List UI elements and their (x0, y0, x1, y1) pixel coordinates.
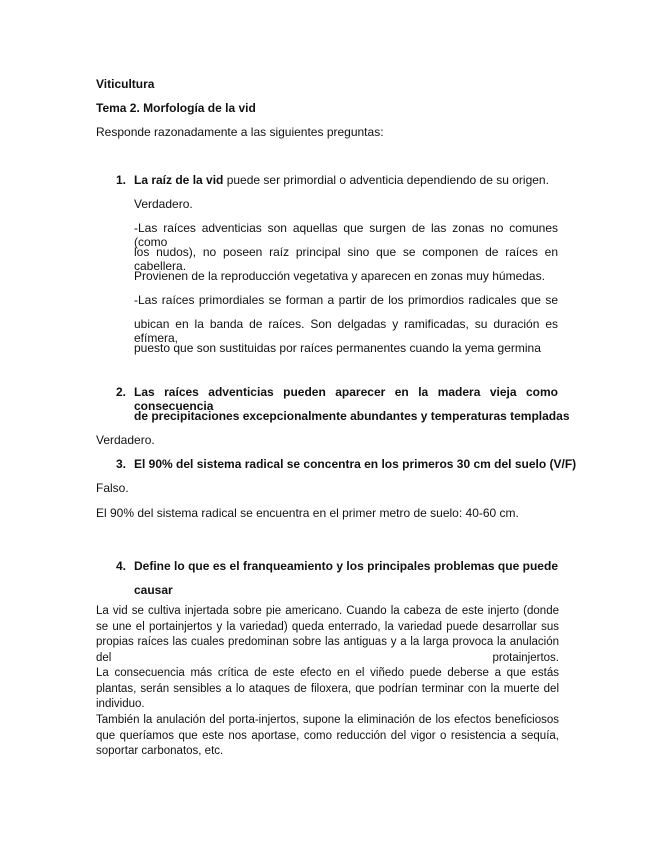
question-1-explanation-line: puesto que son sustituidas por raíces permanentes cuando la yema germina (134, 341, 541, 355)
question-3-answer: Falso. (96, 481, 129, 495)
question-1-prompt-bold: La raíz de la vid (134, 173, 224, 187)
question-4-paragraph: La vid se cultiva injertada sobre pie americano. Cuando la cabeza de este injerto (donde se une el portainjertos y la variedad) queda enterrado, la variedad puede desarrollar sus propias raíces las cuales predominan sobre las antiguas y a la larga provoca la anulación del protainjertos. (96, 605, 559, 664)
question-2-number: 2. (116, 385, 127, 399)
question-1-prompt (134, 173, 549, 187)
question-4-paragraph: También la anulación del porta-injertos, supone la eliminación de los efectos beneficiosos que queríamos que este nos aportase, como reducción del vigor o resistencia a sequía, soportar carbonatos, etc. (96, 714, 559, 757)
question-4-prompt-line: Define lo que es el franqueamiento y los principales problemas que puede (134, 559, 558, 573)
question-1-number: 1. (116, 173, 127, 187)
question-3-explanation: El 90% del sistema radical se encuentra en el primer metro de suelo: 40-60 cm. (96, 506, 519, 520)
question-3-prompt: El 90% del sistema radical se concentra en los primeros 30 cm del suelo (V/F) (134, 457, 577, 471)
question-1-explanation-line: -Las raíces primordiales se forman a partir de los primordios radicales que se (134, 293, 558, 307)
question-1-prompt-rest: puede ser primordial o adventicia dependiendo de su origen. (223, 173, 549, 187)
question-2-prompt-line: de precipitaciones excepcionalmente abundantes y temperaturas templadas (134, 409, 570, 423)
document-instructions: Responde razonadamente a las siguientes preguntas: (96, 125, 384, 139)
question-1-explanation-line: ubican en la banda de raíces. Son delgadas y ramificadas, su duración es efímera, (134, 317, 558, 345)
question-1-explanation-line: los nudos), no poseen raíz principal sino que se componen de raíces en cabellera. (134, 245, 558, 273)
question-1-answer: Verdadero. (134, 197, 193, 211)
question-1-explanation-line: Provienen de la reproducción vegetativa y aparecen en zonas muy húmedas. (134, 269, 545, 283)
question-4-number: 4. (116, 559, 127, 573)
question-3-number: 3. (116, 457, 127, 471)
question-4-paragraph: La consecuencia más crítica de este efecto en el viñedo puede deberse a que estás plantas, serán sensibles a lo ataques de filoxera, que podrían terminar con la muerte del individuo. (96, 667, 559, 710)
question-2-prompt-line: Las raíces adventicias pueden aparecer en la madera vieja como consecuencia (134, 385, 558, 413)
document-subject: Viticultura (96, 77, 155, 91)
question-1-explanation-line: -Las raíces adventicias son aquellas que surgen de las zonas no comunes (como (134, 221, 558, 249)
document-topic: Tema 2. Morfología de la vid (96, 101, 256, 115)
question-4-prompt-line: causar (134, 583, 173, 597)
question-2-answer: Verdadero. (96, 433, 155, 447)
